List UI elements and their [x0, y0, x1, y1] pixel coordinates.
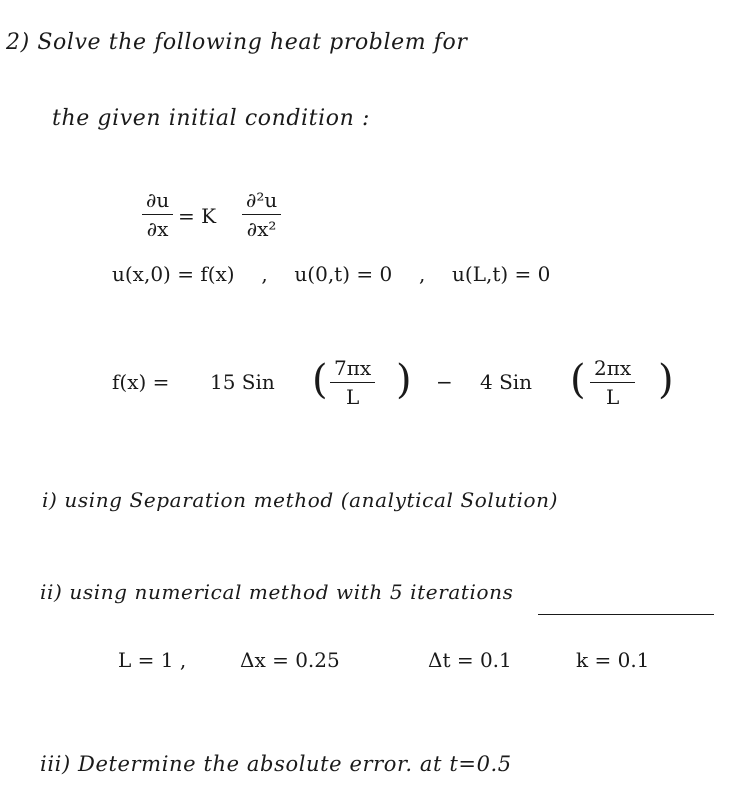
pde-lhs-numerator: ∂u: [146, 188, 170, 212]
term2-close-paren: ): [658, 357, 674, 403]
pde-rhs-numerator: ∂²u: [246, 188, 278, 212]
term1-denominator: L: [345, 385, 360, 409]
part-ii: [40, 580, 514, 604]
param-dt: Δt = 0.1: [428, 648, 512, 672]
pde-lhs-denominator: ∂x: [146, 217, 169, 241]
boundary-condition-left: u(0,t) = 0: [294, 262, 393, 286]
term2-denominator: L: [605, 385, 620, 409]
term1-open-paren: (: [312, 357, 328, 403]
part-i: i) using Separation method (analytical Solution): [42, 488, 559, 512]
pde-rhs-fraction: [242, 188, 281, 241]
iterations-underline: [538, 614, 714, 615]
param-dx: Δx = 0.25: [240, 648, 340, 672]
param-k: k = 0.1: [576, 648, 650, 672]
term2-numerator: 2πx: [594, 356, 632, 380]
term1-coefficient: 15 Sin: [210, 370, 275, 394]
initial-condition: u(x,0) = f(x): [112, 262, 235, 286]
part-ii-emphasis: 5 iterations: [389, 580, 514, 604]
part-ii-text: ii) using numerical method with: [40, 580, 383, 604]
pde-rhs-denominator: ∂x²: [246, 217, 277, 241]
term2-fraction: [590, 356, 635, 409]
problem-statement-line1: [6, 30, 468, 55]
problem-text-line1: Solve the following heat problem for: [37, 30, 468, 55]
conditions-separator-2: ,: [418, 262, 426, 286]
part-iii: iii) Determine the absolute error. at t=0.5: [40, 752, 512, 776]
term1-numerator: 7πx: [334, 356, 372, 380]
term1-fraction: [330, 356, 375, 409]
function-lhs: f(x) =: [112, 370, 170, 394]
term1-close-paren: ): [396, 357, 412, 403]
problem-number: 2): [6, 30, 30, 55]
conditions-line: [112, 262, 550, 286]
pde-lhs-fraction: [142, 188, 173, 241]
conditions-separator-1: ,: [261, 262, 268, 286]
param-length: L = 1 ,: [118, 648, 187, 672]
boundary-condition-right: u(L,t) = 0: [452, 262, 551, 286]
problem-statement-line2: the given initial condition :: [52, 106, 370, 131]
term2-coefficient: 4 Sin: [480, 370, 533, 394]
term2-open-paren: (: [570, 357, 586, 403]
pde-equals-k: = K: [178, 204, 217, 228]
minus-sign: −: [436, 370, 453, 394]
